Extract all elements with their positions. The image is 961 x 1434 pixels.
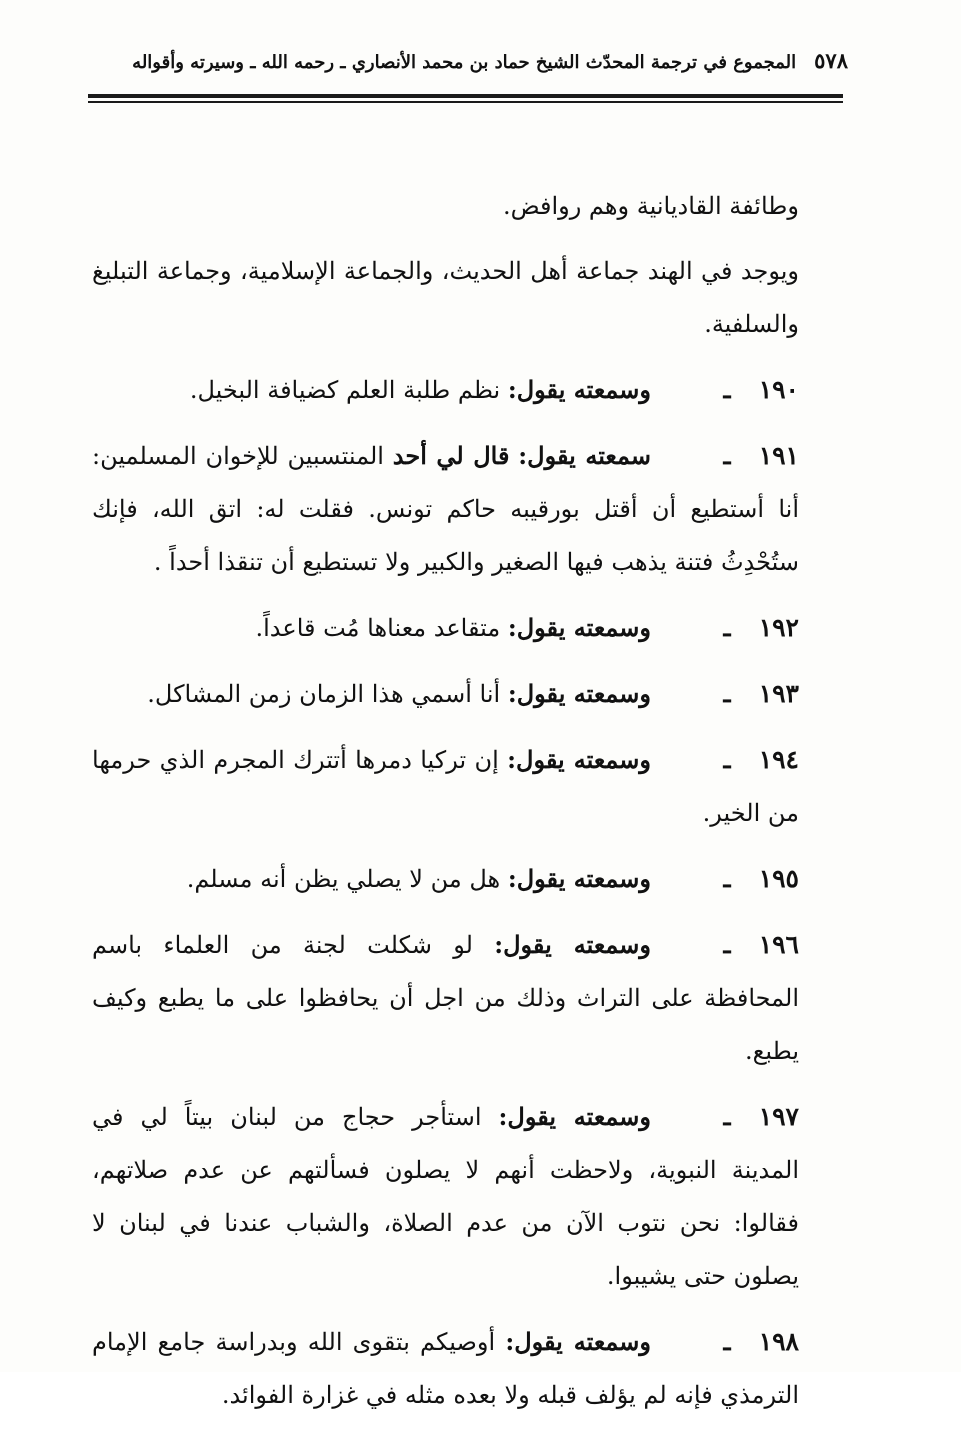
entry-lead: وسمعته يقول: — [507, 745, 651, 774]
entry-lead: وسمعته يقول: — [498, 1102, 651, 1131]
entry-text: أوصيكم بتقوى الله وبدراسة جامع الإمام الترمذي فإنه لم يؤلف قبله ولا بعده مثله في غزارة الفوائد. — [92, 1328, 799, 1409]
entry-number: ١٩٥ — [758, 864, 799, 893]
quote-entry — [92, 429, 799, 589]
entry-number: ١٩٤ — [758, 745, 799, 774]
running-header — [120, 48, 848, 73]
quote-entry — [92, 363, 799, 417]
quote-entry — [92, 918, 799, 1078]
entry-dash: ـ — [723, 679, 731, 708]
entry-lead: وسمعته يقول: — [507, 375, 651, 404]
entry-number: ١٩٣ — [758, 679, 799, 708]
entry-lead: وسمعته يقول: — [507, 679, 651, 708]
quote-entry — [92, 1315, 799, 1422]
entry-dash: ـ — [723, 441, 731, 470]
entry-text: نظم طلبة العلم كضيافة البخيل. — [189, 376, 501, 404]
entry-number: ١٩٨ — [758, 1327, 799, 1356]
entry-dash: ـ — [723, 745, 731, 774]
entry-dash: ـ — [723, 1102, 731, 1131]
header-rule-thin — [88, 101, 843, 103]
entry-lead: وسمعته يقول: — [494, 930, 651, 959]
quote-entry — [92, 852, 799, 906]
entry-lead: سمعته يقول: — [518, 441, 651, 470]
entry-text: المنتسبين للإخوان المسلمين: أنا أستطيع أن أقتل بورقيبه حاكم تونس. فقلت له: اتق الله، فإنك ستُحْدِثُ فتنة يذهب فيها الصغير والكبير ولا تستطيع أن تنقذا أحداً . — [92, 442, 799, 576]
entry-text: متقاعد معناها مُت قاعداً. — [255, 614, 501, 642]
entry-text: استأجر حجاج من لبنان بيتاً لي في المدينة النبوية، ولاحظت أنهم لا يصلون فسألتهم عن عدم صلاتهم، فقالوا: نحن نتوب الآن من عدم الصلاة، والشباب عندنا في لبنان لا يصلون حتى يشيبوا. — [92, 1103, 799, 1290]
entry-lead: وسمعته يقول: — [505, 1327, 651, 1356]
entry-text: أنا أسمي هذا الزمان زمن المشاكل. — [147, 680, 501, 708]
page-number: ٥٧٨ — [814, 48, 848, 73]
entry-dash: ـ — [723, 613, 731, 642]
entry-dash: ـ — [723, 1327, 731, 1356]
entry-text: هل من لا يصلي يظن أنه مسلم. — [186, 865, 501, 893]
quote-entry — [92, 601, 799, 655]
entry-number: ١٩٢ — [758, 613, 799, 642]
intro-paragraph: ويوجد في الهند جماعة أهل الحديث، والجماعة الإسلامية، وجماعة التبليغ والسلفية. — [92, 257, 799, 338]
entry-number: ١٩٧ — [758, 1102, 799, 1131]
entry-number: ١٩٦ — [758, 930, 799, 959]
entry-number: ١٩١ — [758, 441, 799, 470]
entry-lead: وسمعته يقول: — [507, 864, 651, 893]
header-rule-thick — [88, 94, 843, 98]
entry-number: ١٩٠ — [758, 375, 799, 404]
entry-dash: ـ — [723, 375, 731, 404]
running-title: المجموع في ترجمة المحدّث الشيخ حماد بن محمد الأنصاري ـ رحمه الله ـ وسيرته وأقواله — [132, 52, 797, 73]
entry-dash: ـ — [723, 930, 731, 959]
page-body — [92, 180, 799, 1434]
entry-dash: ـ — [723, 864, 731, 893]
entry-lead-secondary: قال لي أحد — [392, 441, 510, 470]
entry-text: إن تركيا دمرها أتترك المجرم الذي حرمها من الخير. — [92, 746, 799, 827]
quote-entry — [92, 1090, 799, 1303]
quote-entry — [92, 667, 799, 721]
entry-text: لو شكلت لجنة من العلماء باسم المحافظة على التراث وذلك من اجل أن يحافظوا على ما يطبع وكيف يطبع. — [92, 931, 799, 1065]
quote-entry — [92, 733, 799, 840]
intro-paragraph: وطائفة القاديانية وهم روافض. — [502, 192, 799, 220]
entry-lead: وسمعته يقول: — [507, 613, 651, 642]
